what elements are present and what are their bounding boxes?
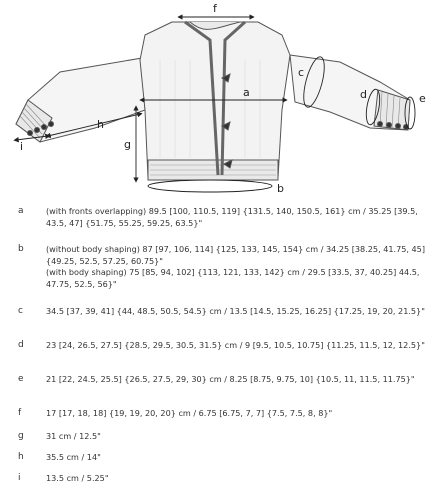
right-sleeve — [290, 55, 410, 130]
label-c: c — [298, 66, 305, 79]
label-h: h — [97, 118, 104, 131]
label-f: f — [213, 2, 217, 15]
measurement-key: c — [18, 306, 23, 316]
cardigan-body — [140, 22, 290, 180]
measurement-text: 35.5 cm / 14" — [46, 452, 101, 462]
left-sleeve — [16, 58, 145, 142]
measurement-text: 13.5 cm / 5.25" — [46, 473, 109, 483]
label-e: e — [419, 92, 426, 105]
label-a: a — [243, 86, 250, 99]
measurement-key: a — [18, 206, 24, 216]
schematic-figure — [0, 0, 435, 200]
measurement-key: f — [18, 408, 22, 418]
measurement-text: 21 [22, 24.5, 25.5] {26.5, 27.5, 29, 30} cm / 8.25 [8.75, 9.75, 10] {10.5, 11, 11.5, 11.75}" — [46, 374, 415, 384]
measurement-text: 23 [24, 26.5, 27.5] {28.5, 29.5, 30.5, 31.5} cm / 9 [9.5, 10.5, 10.75] {11.25, 11.5, 12, 12.5}" — [46, 340, 425, 350]
label-b: b — [277, 182, 284, 195]
measurement-text: (without body shaping) 87 [97, 106, 114] {125, 133, 145, 154} cm / 34.25 [38.25, 41.75, 45] {49.25, 52.5, 57.25, 60.75}" (with body shaping) 75 [85, 94, 102] {113, 121, 133, 142} cm / 29.5 [33.5, 37, 40.25] 44.5, 47.75, 52.5, 56}" — [46, 244, 425, 289]
cardigan-schematic — [0, 0, 435, 200]
measurement-key: b — [18, 244, 24, 254]
measurement-key: h — [18, 452, 24, 462]
measurement-text: 17 [17, 18, 18] {19, 19, 20, 20} cm / 6.75 [6.75, 7, 7] {7.5, 7.5, 8, 8}" — [46, 408, 333, 418]
measurement-key: d — [18, 340, 24, 350]
label-g: g — [124, 138, 131, 151]
measurement-key: g — [18, 431, 24, 441]
measurement-text: 34.5 [37, 39, 41] {44, 48.5, 50.5, 54.5} cm / 13.5 [14.5, 15.25, 16.25] {17.25, 19, 20, 21.5}" — [46, 306, 425, 316]
label-i: i — [20, 140, 24, 153]
measurement-text: 31 cm / 12.5" — [46, 431, 101, 441]
measurement-key: i — [18, 473, 21, 483]
measurement-text: (with fronts overlapping) 89.5 [100, 110.5, 119] {131.5, 140, 150.5, 161} cm / 35.25 [39.5, 43.5, 47] {51.75, 55.25, 59.25, 63.5}" — [46, 206, 418, 228]
label-d: d — [360, 88, 367, 101]
measurement-key: e — [18, 374, 24, 384]
